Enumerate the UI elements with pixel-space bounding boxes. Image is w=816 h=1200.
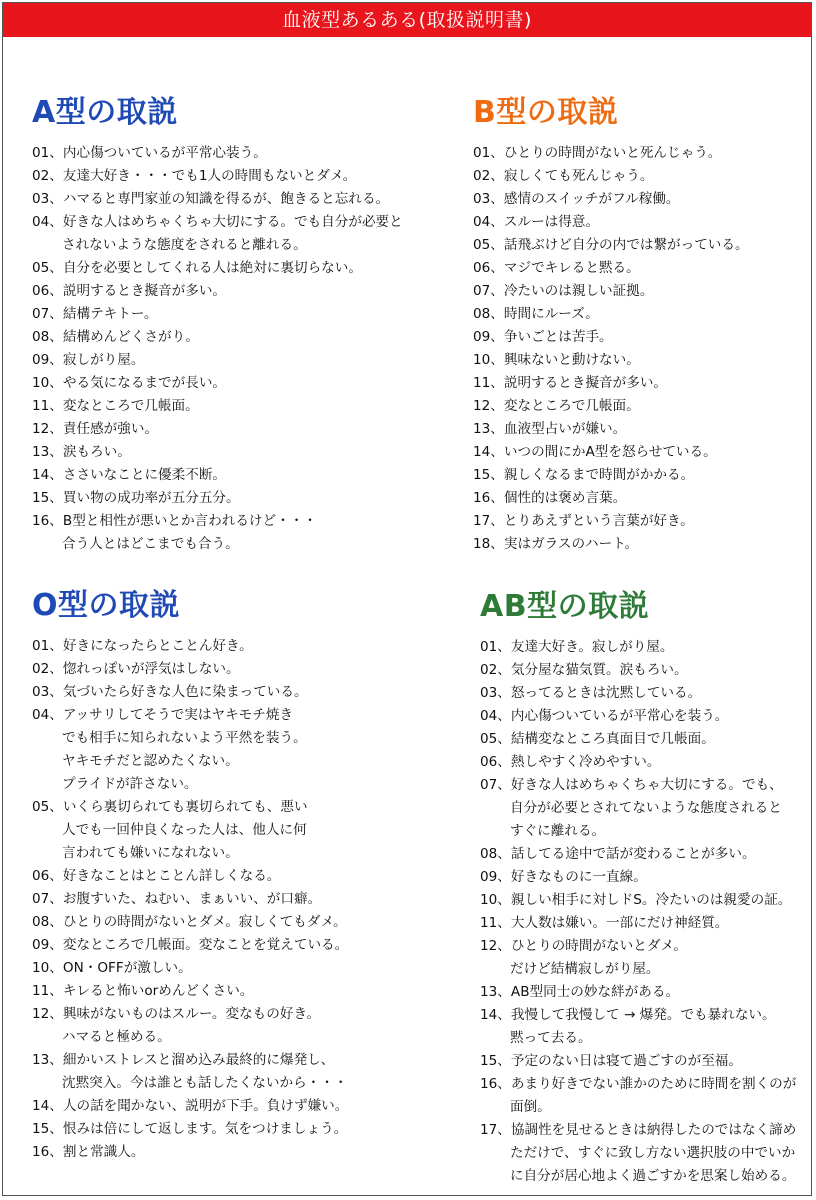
item-text: 05、結構変なところ真面目で几帳面。 (480, 731, 715, 747)
item-text: 11、大人数は嫌い。一部にだけ神経質。 (480, 915, 729, 931)
item-text: 14、我慢して我慢して → 爆発。でも暴れない。 (480, 1007, 776, 1023)
list-item (32, 1118, 348, 1141)
item-text-continuation: 合う人とはどこまでも合う。 (62, 536, 239, 552)
item-text: 11、変なところで几帳面。 (32, 398, 199, 414)
item-text: 03、ハマると専門家並の知識を得るが、飽きると忘れる。 (32, 191, 390, 207)
list-item (473, 349, 749, 372)
page-title-bar (3, 3, 811, 37)
list-item (32, 395, 403, 418)
item-text: 16、あまり好きでない誰かのために時間を割くのが (480, 1076, 797, 1092)
item-text: 14、いつの間にかA型を怒らせている。 (473, 444, 717, 460)
list-item (480, 1073, 796, 1119)
section-title-type-a: A型の取説 (32, 95, 178, 130)
item-text: 05、自分を必要としてくれる人は絶対に裏切らない。 (32, 260, 362, 276)
item-text: 08、話してる途中で話が変わることが多い。 (480, 846, 756, 862)
item-text-continuation: に自分が居心地よく過ごすかを思案し始める。 (510, 1168, 796, 1184)
item-text: 05、いくら裏切られても裏切られても、悪い (32, 799, 308, 815)
item-text: 13、血液型占いが嫌い。 (473, 421, 627, 437)
item-text: 11、説明するとき擬音が多い。 (473, 375, 668, 391)
item-text-continuation: されないような態度をされると離れる。 (62, 237, 307, 253)
list-item (32, 796, 348, 865)
item-text-continuation: ただけで、すぐに致し方ない選択肢の中でいか (510, 1145, 796, 1161)
item-text: 04、アッサリしてそうで実はヤキモチ焼き (32, 707, 294, 723)
item-text-continuation: 自分が必要とされてないような態度されると (510, 800, 782, 816)
list-item (32, 681, 348, 704)
list-item (480, 889, 796, 912)
list-item (473, 441, 749, 464)
item-text: 12、責任感が強い。 (32, 421, 159, 437)
list-item (32, 1095, 348, 1118)
list-item (32, 464, 403, 487)
item-text: 14、ささいなことに優柔不断。 (32, 467, 227, 483)
list-item (480, 866, 796, 889)
section-type-b (473, 94, 749, 556)
item-text: 06、熱しやすく冷めやすい。 (480, 754, 661, 770)
list-item (473, 165, 749, 188)
list-item (32, 280, 403, 303)
section-type-a (32, 94, 403, 556)
list-item (480, 912, 796, 935)
item-text-continuation: 言われても嫌いになれない。 (62, 845, 239, 861)
list-item (32, 257, 403, 280)
item-text: 11、キレると怖いorめんどくさい。 (32, 983, 254, 999)
list-item (473, 280, 749, 303)
item-text: 12、興味がないものはスルー。変なもの好き。 (32, 1006, 321, 1022)
item-text: 01、好きになったらとことん好き。 (32, 638, 253, 654)
item-text: 06、説明するとき擬音が多い。 (32, 283, 227, 299)
section-title-type-o: O型の取説 (32, 588, 181, 623)
list-item (473, 533, 749, 556)
list-item (32, 957, 348, 980)
list-item (32, 635, 348, 658)
list-item (473, 395, 749, 418)
section-title-type-b: B型の取説 (473, 95, 619, 130)
list-item (32, 1141, 348, 1164)
item-text: 08、時間にルーズ。 (473, 306, 599, 322)
list-item (32, 704, 348, 796)
item-text: 15、買い物の成功率が五分五分。 (32, 490, 240, 506)
item-text: 12、変なところで几帳面。 (473, 398, 640, 414)
item-text-continuation: 沈黙突入。今は誰とも話したくないから・・・ (62, 1075, 348, 1091)
item-text-continuation: プライドが許さない。 (62, 776, 198, 792)
list-item (32, 303, 403, 326)
item-text: 16、B型と相性が悪いとか言われるけど・・・ (32, 513, 317, 529)
item-list-type-o (32, 635, 348, 1164)
list-item (32, 487, 403, 510)
item-text-continuation: すぐに離れる。 (510, 823, 606, 839)
item-text: 07、冷たいのは親しい証拠。 (473, 283, 654, 299)
list-item (32, 418, 403, 441)
item-text: 07、お腹すいた、ねむい、まぁいい、が口癖。 (32, 891, 322, 907)
list-item (473, 487, 749, 510)
item-text: 09、寂しがり屋。 (32, 352, 145, 368)
item-text: 17、協調性を見せるときは納得したのではなく諦め (480, 1122, 797, 1138)
item-text: 10、ON・OFFが激しい。 (32, 960, 192, 976)
item-text: 09、争いごとは苦手。 (473, 329, 613, 345)
item-text: 02、友達大好き・・・でも1人の時間もないとダメ。 (32, 168, 357, 184)
list-item (480, 1050, 796, 1073)
item-text-continuation: でも相手に知られないよう平然を装う。 (62, 730, 307, 746)
item-text: 03、気づいたら好きな人色に染まっている。 (32, 684, 308, 700)
item-text: 10、興味ないと動けない。 (473, 352, 640, 368)
item-text: 06、マジでキレると黙る。 (473, 260, 640, 276)
list-item (473, 372, 749, 395)
item-text: 16、個性的は褒め言葉。 (473, 490, 627, 506)
item-text: 02、気分屋な猫気質。涙もろい。 (480, 662, 688, 678)
item-text: 01、内心傷ついているが平常心装う。 (32, 145, 267, 161)
list-item (480, 751, 796, 774)
item-text: 01、ひとりの時間がないと死んじゃう。 (473, 145, 722, 161)
item-text-continuation: だけど結構寂しがり屋。 (510, 961, 660, 977)
list-item (473, 303, 749, 326)
list-item (32, 349, 403, 372)
item-text: 08、結構めんどくさがり。 (32, 329, 199, 345)
list-item (473, 326, 749, 349)
item-text: 04、好きな人はめちゃくちゃ大切にする。でも自分が必要と (32, 214, 403, 230)
list-item (473, 142, 749, 165)
list-item (32, 441, 403, 464)
list-item (480, 1119, 796, 1188)
list-item (473, 257, 749, 280)
list-item (32, 934, 348, 957)
item-text-continuation: ヤキモチだと認めたくない。 (62, 753, 239, 769)
list-item (480, 981, 796, 1004)
item-text: 09、変なところで几帳面。変なことを覚えている。 (32, 937, 349, 953)
list-item (32, 980, 348, 1003)
list-item (480, 774, 796, 843)
list-item (473, 510, 749, 533)
list-item (32, 510, 403, 556)
list-item (480, 659, 796, 682)
item-list-type-b (473, 142, 749, 556)
item-text: 02、惚れっぽいが浮気はしない。 (32, 661, 240, 677)
item-text: 02、寂しくても死んじゃう。 (473, 168, 654, 184)
item-text: 15、親しくなるまで時間がかかる。 (473, 467, 695, 483)
item-text: 18、実はガラスのハート。 (473, 536, 639, 552)
list-item (32, 188, 403, 211)
item-text: 01、友達大好き。寂しがり屋。 (480, 639, 674, 655)
item-text: 15、予定のない日は寝て過ごすのが至福。 (480, 1053, 742, 1069)
list-item (480, 682, 796, 705)
list-item (473, 464, 749, 487)
item-text: 07、好きな人はめちゃくちゃ大切にする。でも、 (480, 777, 783, 793)
item-text: 15、恨みは倍にして返します。気をつけましょう。 (32, 1121, 348, 1137)
list-item (32, 211, 403, 257)
list-item (473, 188, 749, 211)
item-text: 16、割と常識人。 (32, 1144, 145, 1160)
section-type-o (32, 587, 348, 1164)
item-text: 13、涙もろい。 (32, 444, 131, 460)
list-item (480, 1004, 796, 1050)
item-text: 17、とりあえずという言葉が好き。 (473, 513, 694, 529)
item-text: 14、人の話を聞かない、説明が下手。負けず嫌い。 (32, 1098, 349, 1114)
item-text: 03、怒ってるときは沈黙している。 (480, 685, 702, 701)
item-text-continuation: 人でも一回仲良くなった人は、他人に何 (62, 822, 307, 838)
list-item (473, 418, 749, 441)
list-item (480, 636, 796, 659)
section-title-type-ab: AB型の取説 (480, 589, 650, 624)
list-item (32, 165, 403, 188)
item-text: 10、やる気になるまでが長い。 (32, 375, 227, 391)
list-item (480, 728, 796, 751)
item-list-type-ab (480, 636, 796, 1188)
item-text-continuation: 黙って去る。 (510, 1030, 592, 1046)
page-title: 血液型あるある(取扱説明書) (282, 9, 532, 31)
list-item (32, 372, 403, 395)
list-item (32, 888, 348, 911)
item-text: 13、AB型同士の妙な絆がある。 (480, 984, 680, 1000)
list-item (480, 705, 796, 728)
list-item (480, 843, 796, 866)
item-text: 08、ひとりの時間がないとダメ。寂しくてもダメ。 (32, 914, 347, 930)
list-item (32, 326, 403, 349)
item-text-continuation: 面倒。 (510, 1099, 551, 1115)
item-text: 07、結構テキトー。 (32, 306, 158, 322)
item-text: 13、細かいストレスと溜め込み最終的に爆発し、 (32, 1052, 335, 1068)
list-item (32, 865, 348, 888)
section-type-ab (480, 588, 796, 1188)
list-item (473, 211, 749, 234)
item-text: 04、スルーは得意。 (473, 214, 600, 230)
item-text: 03、感情のスイッチがフル稼働。 (473, 191, 680, 207)
item-text: 04、内心傷ついているが平常心を装う。 (480, 708, 729, 724)
item-text: 09、好きなものに一直線。 (480, 869, 647, 885)
item-text: 12、ひとりの時間がないとダメ。 (480, 938, 687, 954)
list-item (32, 1003, 348, 1049)
list-item (32, 911, 348, 934)
item-text: 06、好きなことはとことん詳しくなる。 (32, 868, 281, 884)
list-item (32, 1049, 348, 1095)
list-item (32, 658, 348, 681)
list-item (473, 234, 749, 257)
list-item (480, 935, 796, 981)
item-list-type-a (32, 142, 403, 556)
item-text: 10、親しい相手に対しドS。冷たいのは親愛の証。 (480, 892, 792, 908)
item-text-continuation: ハマると極める。 (62, 1029, 171, 1045)
item-text: 05、話飛ぶけど自分の内では繋がっている。 (473, 237, 749, 253)
list-item (32, 142, 403, 165)
